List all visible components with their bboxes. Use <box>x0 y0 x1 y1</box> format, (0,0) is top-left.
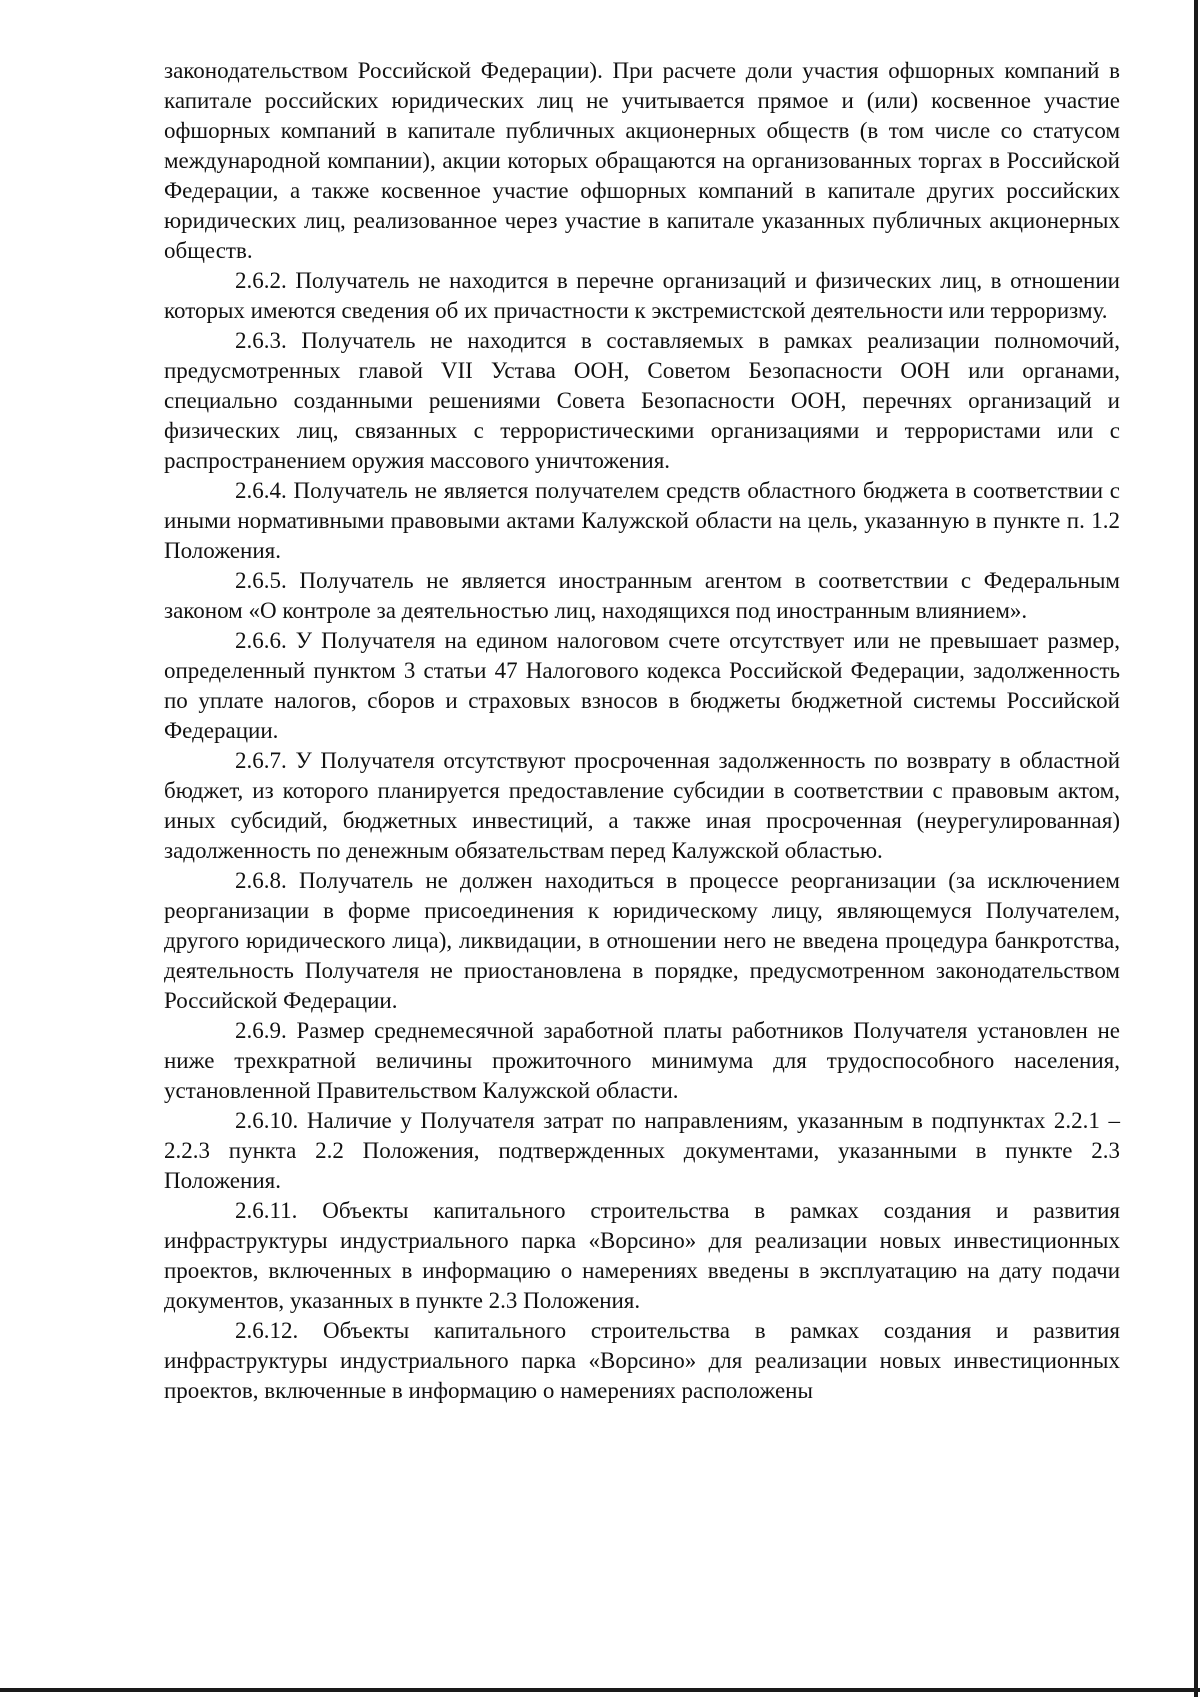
clause-2-6-12: 2.6.12. Объекты капитального строительства в рамках создания и развития инфраструктуры индустриального парка «Ворсино» для реализации новых инвестиционных проектов, включенные в информацию о намерениях расположены <box>164 1318 1120 1403</box>
clause-2-6-5: 2.6.5. Получатель не является иностранным агентом в соответствии с Федеральным законом «О контроле за деятельностью лиц, находящихся под иностранным влиянием». <box>164 568 1120 623</box>
page-border-right <box>1194 0 1198 1697</box>
clause-2-6-11: 2.6.11. Объекты капитального строительства в рамках создания и развития инфраструктуры индустриального парка «Ворсино» для реализации новых инвестиционных проектов, включенных в информацию о намерениях введены в эксплуатацию на дату подачи документов, указанных в пункте 2.3 Положения. <box>164 1198 1120 1313</box>
clause-2-6-9: 2.6.9. Размер среднемесячной заработной платы работников Получателя установлен не ниже трехкратной величины прожиточного минимума для трудоспособного населения, установленной Правительством Калужской области. <box>164 1018 1120 1103</box>
page-border-bottom <box>0 1688 1200 1692</box>
clause-2-6-6: 2.6.6. У Получателя на едином налоговом счете отсутствует или не превышает размер, определенный пунктом 3 статьи 47 Налогового кодекса Российской Федерации, задолженность по уплате налогов, сборов и страховых взносов в бюджеты бюджетной системы Российской Федерации. <box>164 628 1120 743</box>
document-body <box>164 56 1120 1406</box>
clause-2-6-8: 2.6.8. Получатель не должен находиться в процессе реорганизации (за исключением реорганизации в форме присоединения к юридическому лицу, являющемуся Получателем, другого юридического лица), ликвидации, в отношении него не введена процедура банкротства, деятельность Получателя не приостановлена в порядке, предусмотренном законодательством Российской Федерации. <box>164 868 1120 1013</box>
clause-2-6-7: 2.6.7. У Получателя отсутствуют просроченная задолженность по возврату в областной бюджет, из которого планируется предоставление субсидии в соответствии с правовым актом, иных субсидий, бюджетных инвестиций, а также иная просроченная (неурегулированная) задолженность по денежным обязательствам перед Калужской областью. <box>164 748 1120 863</box>
clause-2-6-3: 2.6.3. Получатель не находится в составляемых в рамках реализации полномочий, предусмотренных главой VII Устава ООН, Советом Безопасности ООН или органами, специально созданными решениями Совета Безопасности ООН, перечнях организаций и физических лиц, связанных с террористическими организациями и террористами или с распространением оружия массового уничтожения. <box>164 328 1120 473</box>
clause-2-6-4: 2.6.4. Получатель не является получателем средств областного бюджета в соответствии с иными нормативными правовыми актами Калужской области на цель, указанную в пункте п. 1.2 Положения. <box>164 478 1120 563</box>
paragraph-continuation: законодательством Российской Федерации). При расчете доли участия офшорных компаний в капитале российских юридических лиц не учитывается прямое и (или) косвенное участие офшорных компаний в капитале публичных акционерных обществ (в том числе со статусом международной компании), акции которых обращаются на организованных торгах в Российской Федерации, а также косвенное участие офшорных компаний в капитале других российских юридических лиц, реализованное через участие в капитале указанных публичных акционерных обществ. <box>164 58 1120 263</box>
clause-2-6-10: 2.6.10. Наличие у Получателя затрат по направлениям, указанным в подпунктах 2.2.1 – 2.2.3 пункта 2.2 Положения, подтвержденных документами, указанными в пункте 2.3 Положения. <box>164 1108 1120 1193</box>
clause-2-6-2: 2.6.2. Получатель не находится в перечне организаций и физических лиц, в отношении которых имеются сведения об их причастности к экстремистской деятельности или терроризму. <box>164 268 1120 323</box>
